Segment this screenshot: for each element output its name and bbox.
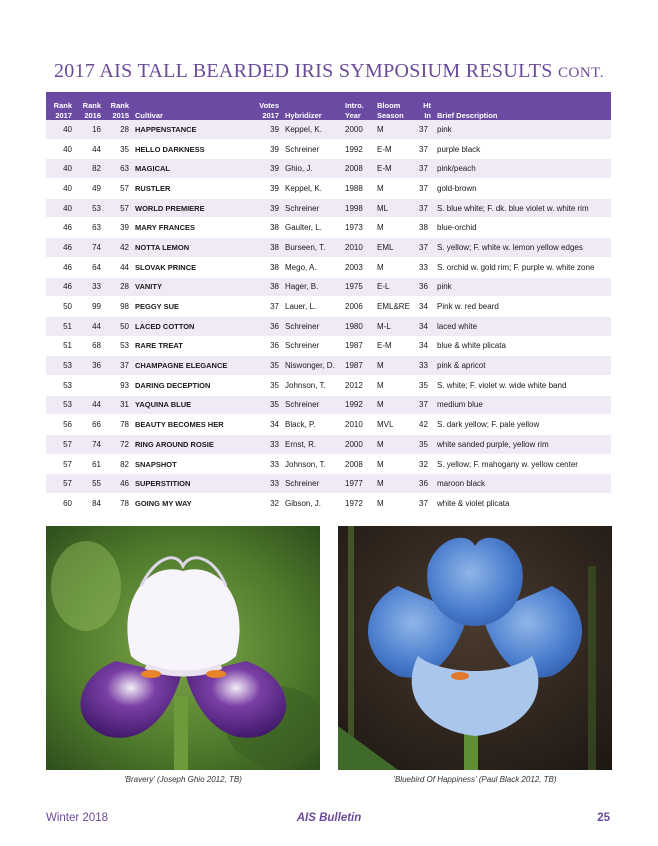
cell-rank-2016: 44: [75, 316, 104, 336]
table-row: [46, 238, 611, 258]
cell-rank-2017: 51: [46, 336, 75, 356]
cell-intro-year: 1998: [342, 198, 374, 218]
cell-hybridizer: Niswonger, D.: [282, 356, 342, 376]
header-rank-2016-line1: Rank: [82, 101, 101, 110]
header-rank-2015: [104, 92, 132, 120]
cell-hybridizer: Schreiner: [282, 395, 342, 415]
cell-rank-2017: 53: [46, 375, 75, 395]
cell-brief-description: S. orchid w. gold rim; F. purple w. white zone: [434, 257, 611, 277]
table-row: [46, 375, 611, 395]
cell-height-in: 37: [416, 120, 434, 139]
cell-rank-2016: 82: [75, 159, 104, 179]
cell-rank-2016: 16: [75, 120, 104, 139]
cell-brief-description: pink: [434, 277, 611, 297]
cell-bloom-season: M-L: [374, 316, 416, 336]
header-intro-year: [342, 92, 374, 120]
cell-votes-2017: 35: [252, 356, 282, 376]
cell-cultivar: SUPERSTITION: [132, 474, 252, 494]
table-row: [46, 139, 611, 159]
cell-bloom-season: M: [374, 474, 416, 494]
cell-hybridizer: Lauer, L.: [282, 297, 342, 317]
cell-votes-2017: 36: [252, 336, 282, 356]
cell-rank-2016: 99: [75, 297, 104, 317]
cell-rank-2015: 35: [104, 139, 132, 159]
table-header-row: [46, 92, 611, 120]
cell-rank-2015: 28: [104, 277, 132, 297]
header-rank-2016-line2: 2016: [84, 110, 101, 120]
cell-height-in: 37: [416, 179, 434, 199]
cell-rank-2017: 50: [46, 297, 75, 317]
cell-intro-year: 2010: [342, 238, 374, 258]
table-row: [46, 198, 611, 218]
cell-rank-2015: 46: [104, 474, 132, 494]
header-bloom-season-line2: Season: [377, 110, 404, 120]
table-row: [46, 179, 611, 199]
cell-rank-2016: 44: [75, 139, 104, 159]
table-row: [46, 474, 611, 494]
cell-bloom-season: E-M: [374, 139, 416, 159]
cell-bloom-season: M: [374, 257, 416, 277]
table-row: [46, 454, 611, 474]
cell-rank-2016: 68: [75, 336, 104, 356]
cell-brief-description: blue & white plicata: [434, 336, 611, 356]
cell-votes-2017: 38: [252, 257, 282, 277]
header-hybridizer-line2: Hybridizer: [285, 110, 322, 120]
cell-hybridizer: Johnson, T.: [282, 375, 342, 395]
cell-cultivar: HAPPENSTANCE: [132, 120, 252, 139]
cell-votes-2017: 35: [252, 395, 282, 415]
title-main: 2017 AIS TALL BEARDED IRIS SYMPOSIUM RESULTS: [53, 60, 553, 82]
cell-height-in: 33: [416, 356, 434, 376]
cell-rank-2015: 57: [104, 179, 132, 199]
cell-rank-2017: 57: [46, 454, 75, 474]
cell-rank-2015: 57: [104, 198, 132, 218]
cell-cultivar: RUSTLER: [132, 179, 252, 199]
cell-rank-2015: 44: [104, 257, 132, 277]
cell-rank-2017: 46: [46, 277, 75, 297]
cell-hybridizer: Ernst, R.: [282, 435, 342, 455]
table-row: [46, 395, 611, 415]
table-row: [46, 159, 611, 179]
cell-votes-2017: 36: [252, 316, 282, 336]
cell-bloom-season: E-L: [374, 277, 416, 297]
cell-rank-2017: 40: [46, 139, 75, 159]
cell-cultivar: WORLD PREMIERE: [132, 198, 252, 218]
header-votes-2017-line2: 2017: [262, 110, 279, 120]
cell-brief-description: pink/peach: [434, 159, 611, 179]
cell-rank-2017: 53: [46, 356, 75, 376]
cell-votes-2017: 35: [252, 375, 282, 395]
cell-rank-2015: 72: [104, 435, 132, 455]
cell-votes-2017: 38: [252, 218, 282, 238]
cell-height-in: 33: [416, 257, 434, 277]
cell-rank-2016: 36: [75, 356, 104, 376]
cell-rank-2015: 50: [104, 316, 132, 336]
cell-cultivar: GOING MY WAY: [132, 494, 252, 514]
cell-brief-description: white sanded purple, yellow rim: [434, 435, 611, 455]
table-row: [46, 435, 611, 455]
table-row: [46, 356, 611, 376]
cell-intro-year: 1975: [342, 277, 374, 297]
cell-bloom-season: M: [374, 395, 416, 415]
cell-rank-2017: 57: [46, 435, 75, 455]
cell-rank-2015: 78: [104, 415, 132, 435]
cell-rank-2017: 46: [46, 238, 75, 258]
table-body: [46, 120, 611, 513]
cell-rank-2015: 82: [104, 454, 132, 474]
cell-brief-description: gold-brown: [434, 179, 611, 199]
cell-cultivar: RARE TREAT: [132, 336, 252, 356]
cell-cultivar: VANITY: [132, 277, 252, 297]
cell-rank-2015: 28: [104, 120, 132, 139]
title-cont: CONT.: [558, 65, 604, 81]
cell-hybridizer: Gibson, J.: [282, 494, 342, 514]
cell-bloom-season: EML&RE: [374, 297, 416, 317]
cell-intro-year: 2006: [342, 297, 374, 317]
caption-bluebird: 'Bluebird Of Happiness' (Paul Black 2012, TB): [393, 775, 557, 784]
cell-cultivar: MAGICAL: [132, 159, 252, 179]
cell-bloom-season: M: [374, 454, 416, 474]
header-hybridizer: [282, 92, 342, 120]
cell-intro-year: 1988: [342, 179, 374, 199]
cell-height-in: 36: [416, 474, 434, 494]
cell-rank-2015: 93: [104, 375, 132, 395]
cell-bloom-season: M: [374, 494, 416, 514]
cell-rank-2016: 74: [75, 435, 104, 455]
cell-cultivar: CHAMPAGNE ELEGANCE: [132, 356, 252, 376]
table-row: [46, 277, 611, 297]
cell-hybridizer: Ghio, J.: [282, 159, 342, 179]
cell-hybridizer: Schreiner: [282, 316, 342, 336]
cell-hybridizer: Black, P.: [282, 415, 342, 435]
cell-hybridizer: Schreiner: [282, 139, 342, 159]
header-brief-description-line2: Brief Description: [437, 110, 498, 120]
cell-height-in: 42: [416, 415, 434, 435]
header-rank-2015-line1: Rank: [110, 101, 129, 110]
cell-height-in: 37: [416, 139, 434, 159]
cell-rank-2015: 98: [104, 297, 132, 317]
cell-hybridizer: Keppel, K.: [282, 179, 342, 199]
cell-cultivar: NOTTA LEMON: [132, 238, 252, 258]
header-rank-2016: [75, 92, 104, 120]
cell-rank-2017: 40: [46, 179, 75, 199]
header-height-in-line1: Ht: [423, 101, 431, 110]
cell-intro-year: 2000: [342, 120, 374, 139]
iris-bravery-image: [46, 526, 320, 770]
cell-votes-2017: 39: [252, 139, 282, 159]
cell-intro-year: 1972: [342, 494, 374, 514]
cell-height-in: 32: [416, 454, 434, 474]
cell-bloom-season: M: [374, 120, 416, 139]
cell-hybridizer: Schreiner: [282, 336, 342, 356]
cell-votes-2017: 39: [252, 179, 282, 199]
cell-brief-description: S. dark yellow; F. pale yellow: [434, 415, 611, 435]
cell-brief-description: maroon black: [434, 474, 611, 494]
cell-intro-year: 2012: [342, 375, 374, 395]
cell-height-in: 35: [416, 435, 434, 455]
cell-intro-year: 1973: [342, 218, 374, 238]
table-row: [46, 336, 611, 356]
cell-cultivar: BEAUTY BECOMES HER: [132, 415, 252, 435]
cell-bloom-season: E-M: [374, 159, 416, 179]
cell-intro-year: 2008: [342, 454, 374, 474]
cell-brief-description: S. blue white; F. dk. blue violet w. white rim: [434, 198, 611, 218]
cell-rank-2016: 55: [75, 474, 104, 494]
table-row: [46, 257, 611, 277]
cell-cultivar: DARING DECEPTION: [132, 375, 252, 395]
cell-rank-2015: 31: [104, 395, 132, 415]
header-height-in-line2: In: [424, 110, 431, 120]
cell-intro-year: 2003: [342, 257, 374, 277]
cell-height-in: 37: [416, 238, 434, 258]
cell-intro-year: 1980: [342, 316, 374, 336]
cell-rank-2016: 63: [75, 218, 104, 238]
header-rank-2017: [46, 92, 75, 120]
cell-height-in: 37: [416, 198, 434, 218]
table-row: [46, 494, 611, 514]
cell-intro-year: 1987: [342, 336, 374, 356]
cell-brief-description: S. yellow; F. mahogany w. yellow center: [434, 454, 611, 474]
cell-brief-description: pink & apricot: [434, 356, 611, 376]
cell-bloom-season: M: [374, 356, 416, 376]
cell-cultivar: MARY FRANCES: [132, 218, 252, 238]
cell-intro-year: 1992: [342, 139, 374, 159]
table-row: [46, 297, 611, 317]
cell-rank-2017: 56: [46, 415, 75, 435]
cell-rank-2016: 84: [75, 494, 104, 514]
cell-cultivar: SLOVAK PRINCE: [132, 257, 252, 277]
cell-bloom-season: E-M: [374, 336, 416, 356]
cell-rank-2016: 53: [75, 198, 104, 218]
cell-votes-2017: 37: [252, 297, 282, 317]
cell-rank-2016: 74: [75, 238, 104, 258]
cell-hybridizer: Johnson, T.: [282, 454, 342, 474]
cell-rank-2016: 44: [75, 395, 104, 415]
header-intro-year-line2: Year: [345, 110, 361, 120]
cell-bloom-season: ML: [374, 198, 416, 218]
cell-votes-2017: 32: [252, 494, 282, 514]
table-row: [46, 316, 611, 336]
footer-publication: AIS Bulletin: [296, 812, 362, 824]
cell-cultivar: SNAPSHOT: [132, 454, 252, 474]
cell-rank-2016: 61: [75, 454, 104, 474]
cell-rank-2017: 51: [46, 316, 75, 336]
cell-hybridizer: Hager, B.: [282, 277, 342, 297]
cell-votes-2017: 34: [252, 415, 282, 435]
cell-intro-year: 2008: [342, 159, 374, 179]
cell-hybridizer: Schreiner: [282, 198, 342, 218]
header-intro-year-line1: Intro.: [345, 101, 364, 110]
cell-bloom-season: M: [374, 218, 416, 238]
header-bloom-season: [374, 92, 416, 120]
cell-votes-2017: 39: [252, 159, 282, 179]
results-table: [46, 92, 611, 514]
cell-rank-2017: 46: [46, 257, 75, 277]
cell-rank-2017: 46: [46, 218, 75, 238]
cell-hybridizer: Mego, A.: [282, 257, 342, 277]
cell-height-in: 37: [416, 395, 434, 415]
cell-rank-2016: [75, 375, 104, 395]
footer-issue: Winter 2018: [46, 812, 109, 824]
cell-hybridizer: Burseen, T.: [282, 238, 342, 258]
page-title: [0, 60, 658, 83]
cell-height-in: 36: [416, 277, 434, 297]
cell-rank-2016: 64: [75, 257, 104, 277]
cell-brief-description: pink: [434, 120, 611, 139]
cell-rank-2016: 49: [75, 179, 104, 199]
cell-bloom-season: M: [374, 375, 416, 395]
cell-rank-2017: 40: [46, 159, 75, 179]
cell-height-in: 38: [416, 218, 434, 238]
header-brief-description: [434, 92, 611, 120]
cell-hybridizer: Keppel, K.: [282, 120, 342, 139]
cell-votes-2017: 39: [252, 120, 282, 139]
cell-cultivar: LACED COTTON: [132, 316, 252, 336]
cell-height-in: 37: [416, 494, 434, 514]
cell-brief-description: S. yellow; F. white w. lemon yellow edges: [434, 238, 611, 258]
table-row: [46, 120, 611, 139]
cell-brief-description: Pink w. red beard: [434, 297, 611, 317]
cell-intro-year: 2000: [342, 435, 374, 455]
cell-cultivar: HELLO DARKNESS: [132, 139, 252, 159]
cell-rank-2017: 40: [46, 198, 75, 218]
header-votes-2017-line1: Votes: [259, 101, 279, 110]
header-cultivar-line2: Cultivar: [135, 110, 163, 120]
cell-rank-2015: 42: [104, 238, 132, 258]
cell-votes-2017: 39: [252, 198, 282, 218]
cell-hybridizer: Schreiner: [282, 474, 342, 494]
cell-height-in: 34: [416, 297, 434, 317]
cell-votes-2017: 38: [252, 277, 282, 297]
cell-bloom-season: M: [374, 435, 416, 455]
iris-bluebird-image: [338, 526, 612, 770]
photo-bluebird: [338, 526, 612, 770]
header-height-in: [416, 92, 434, 120]
photo-bravery: [46, 526, 320, 770]
cell-votes-2017: 33: [252, 435, 282, 455]
cell-hybridizer: Gaulter, L.: [282, 218, 342, 238]
cell-cultivar: RING AROUND ROSIE: [132, 435, 252, 455]
cell-rank-2017: 40: [46, 120, 75, 139]
cell-votes-2017: 33: [252, 454, 282, 474]
table-row: [46, 415, 611, 435]
cell-bloom-season: EML: [374, 238, 416, 258]
table-row: [46, 218, 611, 238]
cell-rank-2017: 60: [46, 494, 75, 514]
cell-brief-description: purple black: [434, 139, 611, 159]
header-bloom-season-line1: Bloom: [377, 101, 401, 110]
cell-intro-year: 2010: [342, 415, 374, 435]
header-rank-2017-line1: Rank: [53, 101, 72, 110]
footer-page-number: 25: [597, 812, 610, 824]
cell-height-in: 34: [416, 336, 434, 356]
cell-intro-year: 1977: [342, 474, 374, 494]
cell-bloom-season: MVL: [374, 415, 416, 435]
cell-rank-2016: 33: [75, 277, 104, 297]
cell-rank-2015: 63: [104, 159, 132, 179]
header-rank-2017-line2: 2017: [55, 110, 72, 120]
cell-height-in: 37: [416, 159, 434, 179]
cell-rank-2015: 39: [104, 218, 132, 238]
cell-cultivar: YAQUINA BLUE: [132, 395, 252, 415]
header-votes-2017: [252, 92, 282, 120]
cell-rank-2015: 37: [104, 356, 132, 376]
cell-votes-2017: 33: [252, 474, 282, 494]
cell-intro-year: 1992: [342, 395, 374, 415]
cell-intro-year: 1987: [342, 356, 374, 376]
cell-brief-description: laced white: [434, 316, 611, 336]
cell-brief-description: S. white; F. violet w. wide white band: [434, 375, 611, 395]
cell-brief-description: blue-orchid: [434, 218, 611, 238]
header-cultivar: [132, 92, 252, 120]
cell-rank-2016: 66: [75, 415, 104, 435]
caption-bravery: 'Bravery' (Joseph Ghio 2012, TB): [124, 775, 242, 784]
cell-brief-description: medium blue: [434, 395, 611, 415]
header-rank-2015-line2: 2015: [112, 110, 129, 120]
cell-votes-2017: 38: [252, 238, 282, 258]
cell-height-in: 35: [416, 375, 434, 395]
cell-rank-2017: 57: [46, 474, 75, 494]
cell-rank-2015: 53: [104, 336, 132, 356]
cell-cultivar: PEGGY SUE: [132, 297, 252, 317]
cell-rank-2017: 53: [46, 395, 75, 415]
cell-brief-description: white & violet plicata: [434, 494, 611, 514]
cell-bloom-season: M: [374, 179, 416, 199]
cell-rank-2015: 78: [104, 494, 132, 514]
cell-height-in: 34: [416, 316, 434, 336]
